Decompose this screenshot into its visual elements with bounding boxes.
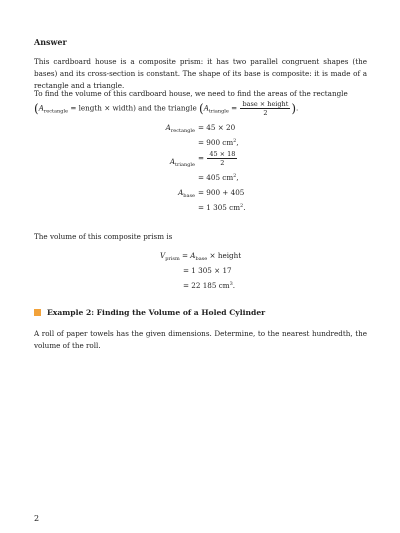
intro-paragraph: This cardboard house is a composite prism: it has two parallel congruent shapes (the bases) and its cross-section is constant. The shape of its base is composite: it is made of a rectangle and a triangle.	[34, 57, 367, 90]
rect-subscript: rectangle	[43, 108, 69, 115]
example-heading	[34, 308, 265, 317]
answer-heading: Answer	[34, 37, 67, 47]
rect-area-label: $A_{rectangle}$	[165, 123, 195, 134]
volume-line2: = 1 305 × 17	[183, 266, 232, 275]
tri-area-line1: = $\frac{45 \times 18}{2}$	[198, 150, 236, 167]
find-text-line1: To find the volume of this cardboard house, we need to find the areas of the rectangle	[34, 89, 348, 98]
tri-formula-fraction	[240, 100, 290, 117]
volume-line3: = 22 185 $cm^3$.	[183, 281, 236, 290]
example-title: Example 2: Finding the Volume of a Holed Cylinder	[47, 308, 266, 317]
tri-area-line2: = 405 $cm^2$,	[198, 173, 239, 182]
tri-area-denominator: 2	[220, 159, 225, 167]
volume-line1: $V_{prism} = A_{base}$ × height	[160, 251, 242, 262]
base-area-line1: = 900 + 405	[198, 188, 245, 197]
base-area-line2: = 1 305 $cm^2$.	[198, 203, 246, 212]
base-area-label: $A_{base}$	[178, 188, 195, 199]
page-number: 2	[34, 514, 40, 523]
volume-intro: The volume of this composite prism is	[34, 232, 173, 241]
example-text: A roll of paper towels has the given dimensions. Determine, to the nearest hundredth, the volume of the roll.	[34, 329, 367, 350]
rect-formula-text: = length × width) and the triangle	[70, 103, 197, 113]
tri-area-numerator: 45 × 18	[209, 150, 236, 158]
find-areas-paragraph: To find the volume of this cardboard house, we need to find the areas of the rectangle ($A_{rectangle}$ = length × width) and the triangle ($A_{triangle}$ = $\frac{\text{base × height}}{2}$ ).	[34, 89, 348, 117]
tri-formula-denominator: 2	[263, 109, 268, 117]
example-square-icon	[34, 309, 41, 316]
tri-formula-numerator: base × height	[242, 100, 289, 108]
rect-area-line1: = 45 × 20	[198, 123, 236, 132]
rect-area-line2: = 900 $cm^2$,	[198, 138, 239, 147]
tri-area-label: $A_{triangle}$	[169, 157, 195, 168]
tri-subscript: triangle	[208, 108, 229, 115]
